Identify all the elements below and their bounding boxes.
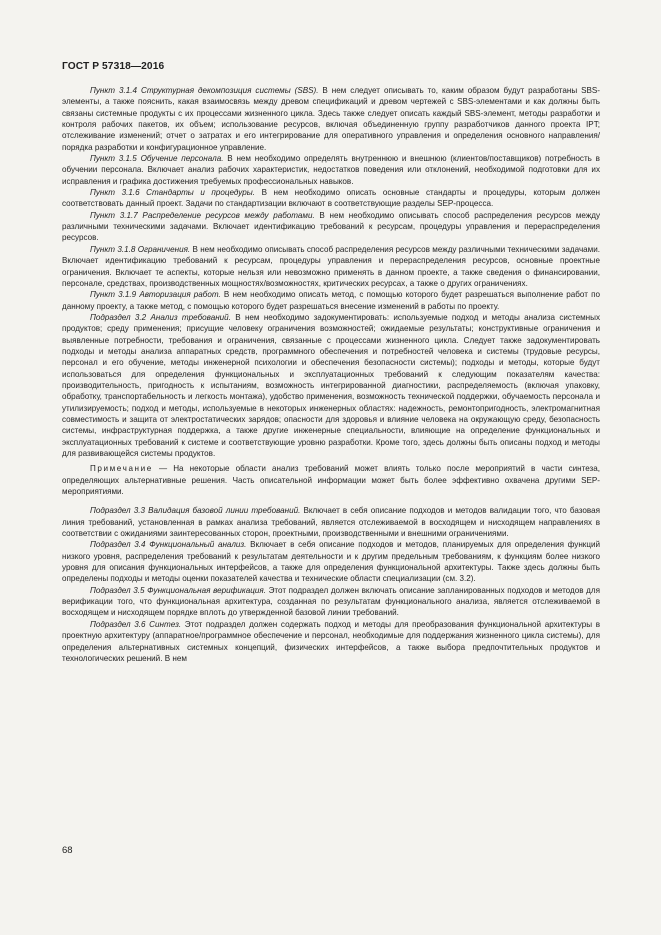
note-dash: — bbox=[158, 464, 168, 474]
paragraph-title: Валидация базовой линии требований. bbox=[148, 506, 301, 516]
paragraph-title: Синтез. bbox=[149, 619, 182, 629]
paragraph-title: Стандарты и процедуры. bbox=[146, 188, 255, 198]
paragraph-text: В нем необходимо описывать способ распределения ресурсов между различными техническими задачами. Включает идентификацию требований к ресурсам, процедуры управления и перераспределения ресурсов. bbox=[62, 210, 601, 243]
paragraph bbox=[62, 289, 600, 312]
paragraph-title: Распределение ресурсов между работами. bbox=[142, 210, 315, 220]
paragraph bbox=[62, 585, 600, 619]
paragraph bbox=[62, 312, 600, 459]
paragraph-text: В нем необходимо определять внутреннюю и внешнюю (клиентов/поставщиков) потребность в обучении персонала. Включает анализ рабочих характеристик, недостатков поведения или отклонений, необходимой подготовки для их исправления и графика достижения требуемых профессиональных навыков. bbox=[62, 154, 600, 186]
paragraph-text: Включает в себя описание подходов и методов валидации того, что базовая линия требований, установленная в рамках анализа требований, является отслеживаемой в восходящем и нисходящем направлениях в соответствии с ожиданиями заинтересованных сторон, проектными, производственными и внешними ограничениями. bbox=[62, 506, 600, 539]
note-text: На некоторые области анализ требований может влиять только после мероприятий в части синтеза, определяющих альтернативные решения. Часть описательной информации может быть более эффективно охвачена другими SEP-мероприятиями. bbox=[62, 464, 601, 497]
paragraph-title: Функциональный анализ. bbox=[149, 540, 247, 550]
paragraph-text: В нем необходимо задокументировать: используемые подход и методы анализа системных продуктов; среду применения; присущие человеку ограничения возможностей; ожидаемые результаты; конструктивные ограничения и выявленные потребности, требования и ограничения, связанные с процессами жизненного цикла. Следует также задокументировать подходы и методы анализа аппаратных средств, программного обеспечения и потребностей человека и системы (трудовые ресурсы, персонал и его обучение, методы инженерной психологии и обеспечения безопасности системы); подходы и методы, которые будут использоваться для определения функциональных и эксплуатационных требований к следующим показателям качества: производительность, пригодность к испытаниям, возможность интегрированной диагностики, распределяемость (включая упаковку, обработку, транспортабельность и легкость монтажа), удобство применения, возможность технической поддержки, обучаемость персонала и утилизируемость; подход и методы, используемые в некоторых инженерных областях: надежность, ремонтопригодность, электромагнитная совместимость и защита от электростатических зарядов; опасности для здоровья и влияние человека на окружающую среду, безопасность системы, инфраструктурная поддержка, а также другие инженерные специальности, влияющие на определение функциональных и эксплуатационных требований к системе и соответствующие уровню разработки. Кроме того, здесь должны быть описаны подход и методы для развивающейся системы продуктов. bbox=[62, 312, 600, 458]
paragraph-ref: Подраздел 3.5 bbox=[90, 585, 145, 595]
paragraph-text: Этот подраздел должен включать описание запланированных подходов и методов для верификации того, что функциональная архитектура, созданная по результатам функционального анализа, является отслеживаемой в восходящем и нисходящем порядке вплоть до утвержденной базовой линии требований. bbox=[62, 585, 600, 618]
paragraph bbox=[62, 539, 600, 584]
paragraph-text: В нем следует описывать то, каким образом будут разработаны SBS-элементы, а также пояснить, какая взаимосвязь между древом спецификаций и древом чертежей с SBS-элементами и как должны быть связаны системные продукты с их процессами жизненного цикла. Здесь также следует описать каждый SBS-элемент, методы разработки и контроля рабочих пакетов, их объем; использование ресурсов, включая объединенную группу разработчиков данного проекта IPT; отслеживание изменений; отчет о затратах и его интегрирование для оперативного управления и определения основного направления/порядка разработки и конфигурационное управление. bbox=[62, 86, 601, 152]
paragraph-title: Анализ требований. bbox=[150, 312, 231, 322]
paragraph-title: Структурная декомпозиция системы (SBS). bbox=[140, 86, 319, 95]
paragraph-text: В нем необходимо описывать способ распределения ресурсов между различными техническими задачами. Включает идентификацию требований к ресурсам, процедуры управления и перераспределения ресурсов, основные проектные ограничения. Включает те аспекты, которые нельзя или невозможно применять в данном проекте, а также сведения о финансировании, персонале, средствах, производственных мощностях/возможностях, критических ресурсах, а также о других ограничениях. bbox=[62, 244, 601, 288]
note-label: Примечание bbox=[90, 464, 153, 474]
paragraph bbox=[62, 210, 600, 244]
paragraph-ref: Подраздел 3.2 bbox=[90, 312, 147, 322]
paragraph bbox=[62, 85, 600, 153]
paragraph-ref: Подраздел 3.3 bbox=[90, 506, 145, 516]
standard-header: ГОСТ Р 57318—2016 bbox=[62, 61, 165, 72]
paragraph bbox=[62, 153, 600, 187]
paragraph bbox=[62, 187, 600, 210]
paragraph-text: В нем необходимо описать основные стандарты и процедуры, которым должен соответствовать данный проект. Задачи по стандартизации включают в соответствующие разделы SEP-процесса. bbox=[62, 188, 601, 209]
paragraph-ref: Пункт 3.1.9 bbox=[90, 290, 137, 300]
paragraph-ref: Пункт 3.1.6 bbox=[90, 188, 140, 198]
paragraph bbox=[62, 619, 600, 664]
paragraph-ref: Пункт 3.1.8 bbox=[90, 244, 136, 254]
paragraph bbox=[62, 505, 600, 539]
document-body bbox=[62, 85, 600, 664]
paragraph-text: В нем необходимо описать метод, с помощью которого будет разрешаться выполнение работ по данному проекту, а также метод, с помощью которого будет разрешаться внесение изменений в работы по проекту. bbox=[62, 290, 600, 311]
note bbox=[62, 463, 600, 497]
paragraph-ref: Подраздел 3.6 bbox=[90, 619, 146, 629]
page-number: 68 bbox=[62, 845, 73, 856]
paragraph bbox=[62, 244, 600, 289]
paragraph-ref: Пункт 3.1.4 bbox=[90, 86, 137, 95]
paragraph-ref: Пункт 3.1.5 bbox=[90, 154, 137, 164]
paragraph-text: Этот подраздел должен содержать подход и методы для преобразования функциональной архитектуры в проектную архитектуру (аппаратное/программное обеспечение и персонал, необходимые для поддержания жизненного цикла системы), для определения альтернативных системных концепций, физических интерфейсов, а также выбора предпочтительных продуктов и технологических решений. В нем bbox=[62, 619, 600, 663]
paragraph-title: Ограничения. bbox=[137, 244, 191, 254]
paragraph-title: Обучение персонала. bbox=[140, 154, 224, 164]
paragraph-title: Авторизация работ. bbox=[139, 290, 221, 300]
paragraph-text: Включает в себя описание подходов и методов, планируемых для определения функций низкого уровня, распределения требований к результатам деятельности и к другим предельным требованиям, к функциям более низкого уровня для описания функциональных интерфейсов, а также для определения функциональной архитектуры. Также здесь должны быть определены подходы и методы оценки показателей качества и технические области специализации (см. 3.2). bbox=[62, 540, 601, 584]
paragraph-ref: Пункт 3.1.7 bbox=[90, 210, 138, 220]
paragraph-ref: Подраздел 3.4 bbox=[90, 540, 146, 550]
paragraph-title: Функциональная верификация. bbox=[147, 585, 266, 595]
